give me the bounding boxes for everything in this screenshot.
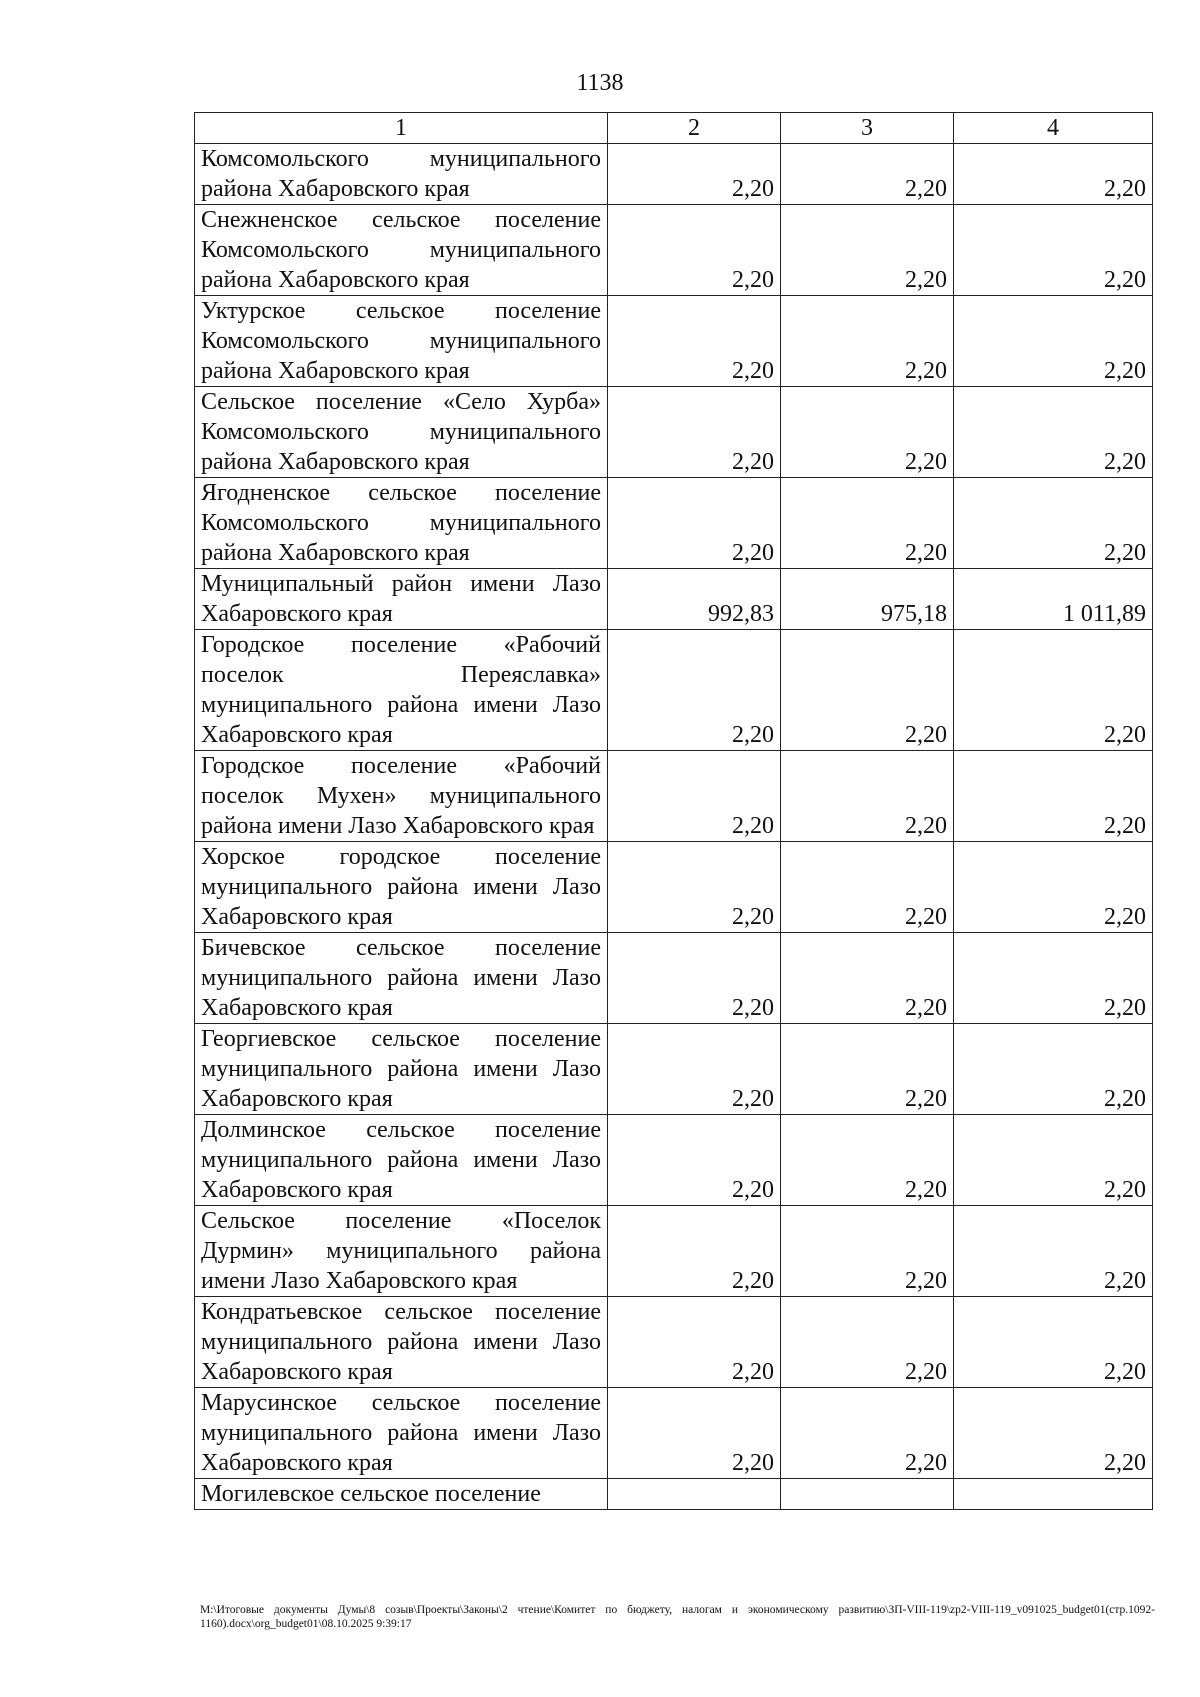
- table-row: [195, 1115, 1153, 1206]
- row-name: Уктурское сельское поселение Комсомольского муниципального района Хабаровского края: [195, 296, 608, 387]
- row-value-col3: 2,20: [781, 387, 954, 478]
- table-header-row: [195, 113, 1153, 144]
- row-value-col3: 2,20: [781, 205, 954, 296]
- row-value-col4: 2,20: [954, 1024, 1153, 1115]
- table-row: [195, 478, 1153, 569]
- row-value-col3: 2,20: [781, 1206, 954, 1297]
- table-row: [195, 205, 1153, 296]
- table-row: [195, 296, 1153, 387]
- column-header-4: 4: [954, 113, 1153, 144]
- row-value-col4: 2,20: [954, 1297, 1153, 1388]
- row-name: Ягодненское сельское поселение Комсомольского муниципального района Хабаровского края: [195, 478, 608, 569]
- row-name: Сельское поселение «Село Хурба» Комсомольского муниципального района Хабаровского края: [195, 387, 608, 478]
- row-value-col2: 2,20: [608, 842, 781, 933]
- row-value-col2: 2,20: [608, 1388, 781, 1479]
- row-value-col4: 2,20: [954, 751, 1153, 842]
- row-value-col3: 2,20: [781, 1024, 954, 1115]
- table-row: [195, 1297, 1153, 1388]
- row-name: Хорское городское поселение муниципального района имени Лазо Хабаровского края: [195, 842, 608, 933]
- row-value-col3: 2,20: [781, 630, 954, 751]
- row-name: Могилевское сельское поселение: [195, 1479, 608, 1510]
- column-header-1: 1: [195, 113, 608, 144]
- table-row: [195, 933, 1153, 1024]
- row-value-col2: 2,20: [608, 1206, 781, 1297]
- row-value-col4: 2,20: [954, 842, 1153, 933]
- table-row: [195, 387, 1153, 478]
- row-value-col3: 2,20: [781, 1115, 954, 1206]
- row-value-col3: 2,20: [781, 296, 954, 387]
- row-name: Комсомольского муниципального района Хабаровского края: [195, 144, 608, 205]
- row-value-col3: 2,20: [781, 1388, 954, 1479]
- row-value-col3: 2,20: [781, 933, 954, 1024]
- row-value-col3: 975,18: [781, 569, 954, 630]
- table-row: [195, 842, 1153, 933]
- row-value-col4: 2,20: [954, 1115, 1153, 1206]
- row-value-col3: 2,20: [781, 144, 954, 205]
- row-value-col3: [781, 1479, 954, 1510]
- row-value-col2: 2,20: [608, 751, 781, 842]
- row-name: Кондратьевское сельское поселение муниципального района имени Лазо Хабаровского края: [195, 1297, 608, 1388]
- row-name: Бичевское сельское поселение муниципального района имени Лазо Хабаровского края: [195, 933, 608, 1024]
- table-row: [195, 1388, 1153, 1479]
- row-name: Сельское поселение «Поселок Дурмин» муниципального района имени Лазо Хабаровского края: [195, 1206, 608, 1297]
- row-name: Марусинское сельское поселение муниципального района имени Лазо Хабаровского края: [195, 1388, 608, 1479]
- row-name: Снежненское сельское поселение Комсомольского муниципального района Хабаровского края: [195, 205, 608, 296]
- row-value-col2: 2,20: [608, 1115, 781, 1206]
- row-value-col2: 992,83: [608, 569, 781, 630]
- row-value-col4: 2,20: [954, 144, 1153, 205]
- budget-table: [194, 112, 1153, 1510]
- row-value-col4: 2,20: [954, 387, 1153, 478]
- row-value-col4: 2,20: [954, 1388, 1153, 1479]
- row-value-col2: 2,20: [608, 1297, 781, 1388]
- row-value-col4: 2,20: [954, 630, 1153, 751]
- row-name: Городское поселение «Рабочий поселок Мухен» муниципального района имени Лазо Хабаровского края: [195, 751, 608, 842]
- table-row: [195, 144, 1153, 205]
- row-value-col3: 2,20: [781, 842, 954, 933]
- table-row: [195, 569, 1153, 630]
- row-value-col4: 2,20: [954, 296, 1153, 387]
- row-name: Долминское сельское поселение муниципального района имени Лазо Хабаровского края: [195, 1115, 608, 1206]
- column-header-3: 3: [781, 113, 954, 144]
- column-header-2: 2: [608, 113, 781, 144]
- table-row: [195, 1479, 1153, 1510]
- row-value-col2: 2,20: [608, 1024, 781, 1115]
- table-row: [195, 751, 1153, 842]
- row-value-col3: 2,20: [781, 478, 954, 569]
- page-number: 1138: [576, 70, 624, 96]
- row-value-col2: [608, 1479, 781, 1510]
- table-row: [195, 1024, 1153, 1115]
- document-path-footer: M:\Итоговые документы Думы\8 созыв\Проекты\Законы\2 чтение\Комитет по бюджету, налогам и экономическому развитию\ЗП-VIII-119\zp2-VIII-119_v091025_budget01(стр.1092-1160).docx\org_budget01\08.10.2025 9:39:17: [200, 1604, 1155, 1630]
- table-row: [195, 1206, 1153, 1297]
- row-value-col4: 2,20: [954, 1206, 1153, 1297]
- row-value-col2: 2,20: [608, 296, 781, 387]
- row-value-col2: 2,20: [608, 144, 781, 205]
- row-value-col4: [954, 1479, 1153, 1510]
- row-value-col2: 2,20: [608, 630, 781, 751]
- row-value-col3: 2,20: [781, 751, 954, 842]
- row-value-col2: 2,20: [608, 478, 781, 569]
- row-value-col2: 2,20: [608, 933, 781, 1024]
- table-row: [195, 630, 1153, 751]
- row-value-col4: 1 011,89: [954, 569, 1153, 630]
- row-value-col4: 2,20: [954, 478, 1153, 569]
- row-name: Городское поселение «Рабочий поселок Переяславка» муниципального района имени Лазо Хабаровского края: [195, 630, 608, 751]
- row-value-col2: 2,20: [608, 387, 781, 478]
- row-value-col4: 2,20: [954, 205, 1153, 296]
- row-value-col3: 2,20: [781, 1297, 954, 1388]
- row-name: Георгиевское сельское поселение муниципального района имени Лазо Хабаровского края: [195, 1024, 608, 1115]
- row-name: Муниципальный район имени Лазо Хабаровского края: [195, 569, 608, 630]
- row-value-col2: 2,20: [608, 205, 781, 296]
- row-value-col4: 2,20: [954, 933, 1153, 1024]
